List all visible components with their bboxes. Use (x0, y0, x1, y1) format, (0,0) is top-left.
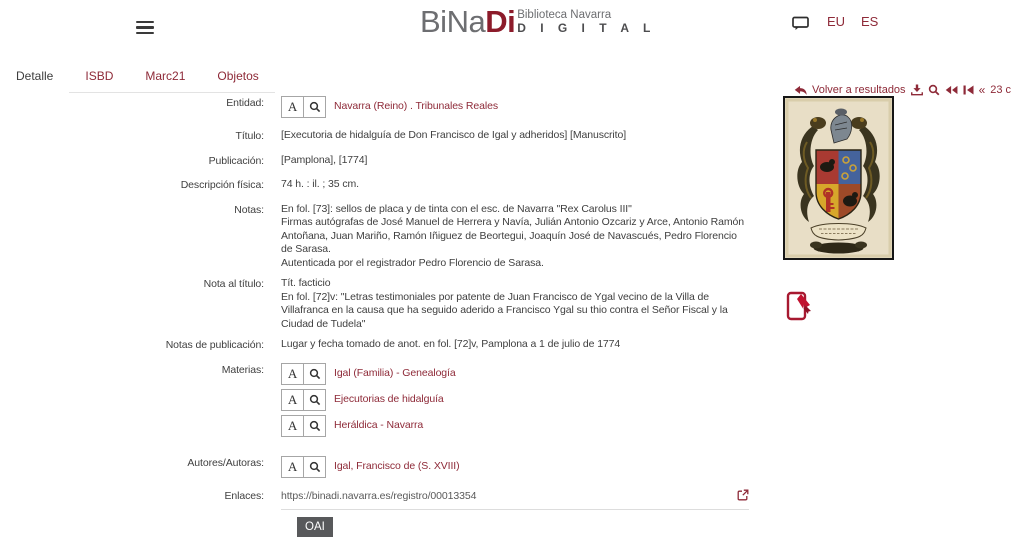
materia-item (281, 363, 749, 385)
nota-titulo-line: Tít. facticio (281, 277, 331, 289)
search-subject-button[interactable] (303, 389, 326, 411)
pdf-document-icon[interactable] (786, 290, 814, 327)
field-enlaces (0, 489, 790, 511)
search-icon (309, 461, 321, 473)
skip-to-start-icon[interactable] (963, 85, 974, 95)
notas-line: Autenticada por el registrador Pedro Florencio de Sarasa. (281, 256, 544, 269)
entity-link[interactable]: Navarra (Reino) . Tribunales Reales (334, 100, 498, 113)
authority-button-group (281, 389, 326, 411)
record-tabs (0, 61, 275, 93)
materia-item (281, 389, 749, 411)
logo-subtitle-top: Biblioteca Navarra (517, 9, 612, 21)
logo-text-gray: BiNa (420, 4, 486, 39)
authority-a-label: A (287, 458, 298, 474)
oai-button[interactable]: OAI (297, 517, 333, 537)
authority-a-label: A (287, 99, 298, 115)
external-link-icon[interactable] (737, 489, 749, 506)
download-icon[interactable] (911, 84, 923, 96)
field-entidad (0, 96, 790, 122)
record-url-field (281, 489, 749, 511)
logo-text-red: Di (485, 4, 516, 39)
authority-button-group (281, 96, 326, 118)
authority-button[interactable] (281, 363, 304, 385)
materia-item (281, 415, 749, 437)
field-nota-al-titulo (0, 277, 790, 331)
search-entity-button[interactable] (303, 96, 326, 118)
language-es-link[interactable]: ES (861, 14, 879, 29)
author-link[interactable]: Igal, Francisco de (S. XVIII) (334, 459, 460, 472)
search-author-button[interactable] (303, 456, 326, 478)
materia-link[interactable]: Igal (Familia) - Genealogía (334, 366, 456, 379)
rewind-icon[interactable] (945, 85, 958, 95)
authority-button[interactable] (281, 456, 304, 478)
authority-button[interactable] (281, 415, 304, 437)
descripcion-fisica-value: 74 h. : il. ; 35 cm. (281, 178, 359, 190)
field-label: Entidad: (226, 97, 264, 109)
materia-link[interactable]: Heráldica - Navarra (334, 418, 424, 431)
field-materias (0, 363, 790, 441)
pager-counter: 23 c (990, 84, 1011, 96)
authority-a-label: A (287, 391, 298, 407)
field-publicacion (0, 154, 790, 168)
record-url[interactable]: https://binadi.navarra.es/registro/00013354 (281, 490, 477, 502)
binadi-logo[interactable] (420, 5, 656, 39)
nota-titulo-line: En fol. [72]v: "Letras testimoniales por patente de Juan Francisco de Ygal vecino de la Villa de Villafranca en la causa que ha seguido aderido a Francisco Ygal su thio contra el Señor Fiscal y la Ciudad de Tudela" (281, 290, 728, 330)
tab-objetos[interactable]: Objetos (217, 69, 259, 83)
results-navigation (794, 83, 1011, 97)
notas-publicacion-value: Lugar y fecha tomado de anot. en fol. [72]v, Pamplona a 1 de julio de 1774 (281, 338, 621, 350)
language-eu-link[interactable]: EU (827, 14, 846, 29)
authority-a-label: A (287, 365, 298, 381)
record-detail (0, 96, 790, 537)
publicacion-value: [Pamplona], [1774] (281, 153, 368, 166)
field-label: Título: (235, 130, 264, 142)
field-label: Notas de publicación: (165, 339, 264, 351)
field-label: Nota al título: (203, 278, 264, 290)
field-titulo (0, 129, 790, 143)
logo-wordmark (420, 5, 515, 39)
titulo-value: [Executoria de hidalguía de Don Francisco de Igal y adheridos] [Manuscrito] (281, 129, 627, 141)
search-icon (309, 368, 321, 380)
pager-previous-link[interactable]: « (978, 83, 986, 97)
menu-hamburger-icon[interactable] (136, 21, 154, 35)
search-subject-button[interactable] (303, 415, 326, 437)
materia-link[interactable]: Ejecutorias de hidalguía (334, 392, 444, 405)
authority-button-group (281, 363, 326, 385)
tab-isbd[interactable]: ISBD (85, 69, 114, 83)
search-subject-button[interactable] (303, 363, 326, 385)
record-thumbnail-coat-of-arms[interactable] (783, 96, 894, 260)
field-label: Descripción física: (180, 179, 264, 191)
search-icon (309, 101, 321, 113)
field-notas-publicacion (0, 338, 790, 352)
authority-button[interactable] (281, 389, 304, 411)
field-label: Publicación: (208, 154, 264, 167)
back-arrow-icon[interactable] (794, 85, 807, 96)
feedback-bubble-icon[interactable] (792, 16, 809, 36)
field-notas (0, 203, 790, 271)
logo-subtitle-bottom: D I G I T A L (517, 21, 656, 35)
field-autores (0, 456, 790, 482)
authority-button[interactable] (281, 96, 304, 118)
tab-detalle[interactable]: Detalle (0, 61, 69, 93)
authority-button-group (281, 456, 326, 478)
zoom-search-icon[interactable] (928, 84, 940, 96)
tab-marc21[interactable]: Marc21 (145, 69, 186, 83)
logo-subtitle (517, 9, 656, 35)
back-to-results-link[interactable]: Volver a resultados (812, 84, 906, 96)
authority-button-group (281, 415, 326, 437)
notas-line: En fol. [73]: sellos de placa y de tinta con el esc. de Navarra "Rex Carolus III" (281, 202, 632, 215)
notas-line: Firmas autógrafas de José Manuel de Herrera y Navía, Julián Antonio Ozcariz y Arce, Antonio Ramón Antoñana, Juan Mariño, Ramón Iñiguez de Beortegui, Joaquín José de Navascués, Pedro Florencio de Sarasa. (281, 216, 745, 255)
field-label: Autores/Autoras: (187, 456, 264, 469)
field-label: Materias: (221, 363, 264, 376)
search-icon (309, 394, 321, 406)
field-descripcion-fisica (0, 178, 790, 192)
search-icon (309, 420, 321, 432)
authority-a-label: A (287, 417, 298, 433)
field-label: Notas: (234, 203, 264, 216)
field-label: Enlaces: (224, 489, 264, 502)
